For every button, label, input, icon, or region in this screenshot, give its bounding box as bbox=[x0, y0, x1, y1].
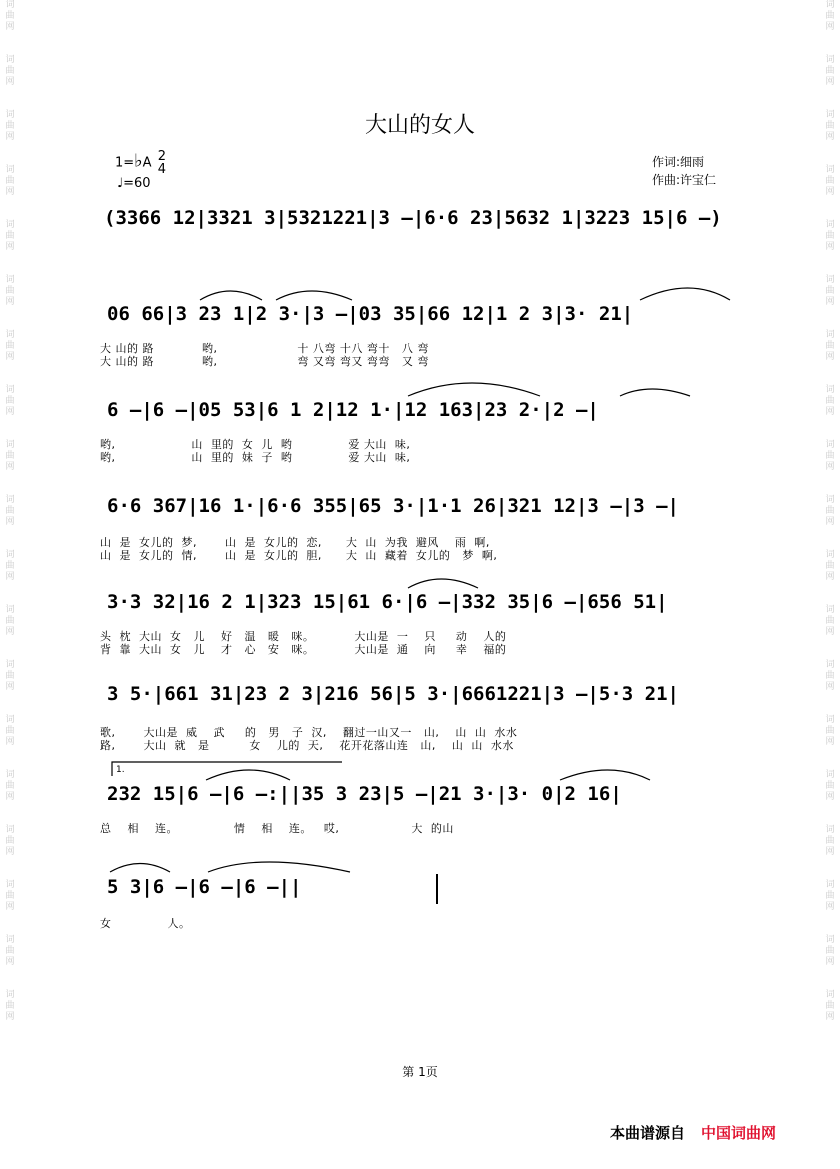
slur bbox=[276, 291, 352, 300]
lyrics-row-7: 总 相 连。 情 相 连。 哎, 大 的山 bbox=[100, 822, 454, 835]
slur bbox=[640, 288, 730, 300]
lyrics-row-2-verse-2: 大 山的 路 哟, 弯 又弯 弯又 弯弯 又 弯 bbox=[100, 355, 429, 368]
staff-row-7: 232 15|6 –|6 –:||35 3 23|5 –|21 3·|3· 0|2 16| bbox=[107, 783, 622, 805]
watermark-right: 词 曲 网 词 曲 网 词 曲 网 词 曲 网 词 曲 网 词 曲 网 词 曲 网 词 曲 网 词 曲 网 词 曲 网 词 曲 网 词 曲 网 词 曲 网 词 曲 网 词 曲 网 词 曲 网 词 曲 网 词 曲 网 词 曲 网 bbox=[825, 0, 835, 1022]
composer: 作曲:许宝仁 bbox=[652, 173, 717, 187]
staff-row-4: 6·6 367|16 1·|6·6 355|65 3·|1·1 26|321 12|3 –|3 –| bbox=[107, 495, 679, 517]
slur bbox=[620, 389, 690, 396]
lyrics-row-3-verse-1: 哟, 山 里的 女 儿 哟 爱 大山 味, bbox=[100, 438, 411, 451]
staff-row-2: 06 66|3 23 1|2 3·|3 –|03 35|66 12|1 2 3|3· 21| bbox=[107, 303, 634, 325]
staff-row-3: 6 –|6 –|05 53|6 1 2|12 1·|12 163|23 2·|2 –| bbox=[107, 399, 599, 421]
staff-row-5: 3·3 32|16 2 1|323 15|61 6·|6 –|332 35|6 –|656 51| bbox=[107, 591, 668, 613]
final-barline bbox=[436, 874, 438, 904]
volta-label: 1. bbox=[116, 765, 125, 775]
slur bbox=[200, 291, 262, 300]
lyrics-row-3-verse-2: 哟, 山 里的 妹 子 哟 爱 大山 味, bbox=[100, 451, 411, 464]
lyrics-row-4-verse-1: 山 是 女儿的 梦, 山 是 女儿的 恋, 大 山 为我 避风 雨 啊, bbox=[100, 536, 490, 549]
staff-row-6: 3 5·|661 31|23 2 3|216 56|5 3·|6661221|3 –|5·3 21| bbox=[107, 683, 679, 705]
lyrics-row-8: 女 人。 bbox=[100, 917, 191, 930]
slur bbox=[208, 862, 350, 872]
slur bbox=[560, 770, 650, 780]
lyrics-row-6-verse-2: 路, 大山 就 是 女 儿的 天, 花开花落山连 山, 山 山 水水 bbox=[100, 739, 514, 752]
source-brand-link[interactable]: 中国词曲网 bbox=[701, 1124, 777, 1142]
lyrics-row-5-verse-2: 背 靠 大山 女 儿 才 心 安 咪。 大山是 通 向 幸 福的 bbox=[100, 643, 507, 656]
watermark-left: 词 曲 网 词 曲 网 词 曲 网 词 曲 网 词 曲 网 词 曲 网 词 曲 网 词 曲 网 词 曲 网 词 曲 网 词 曲 网 词 曲 网 词 曲 网 词 曲 网 词 曲 网 词 曲 网 词 曲 网 词 曲 网 词 曲 网 bbox=[5, 0, 15, 1022]
key-signature: 1=♭A 2 4 ♩=60 bbox=[115, 149, 166, 191]
tempo-mark: ♩=60 bbox=[117, 176, 151, 191]
lyrics-row-6-verse-1: 歌, 大山是 威 武 的 男 子 汉, 翻过一山又一 山, 山 山 水水 bbox=[100, 726, 518, 739]
staff-row-1: (3366 12|3321 3|5321221|3 –|6·6 23|5632 1|3223 15|6 –) bbox=[104, 207, 722, 229]
staff-row-8: 5 3|6 –|6 –|6 –|| bbox=[107, 876, 302, 898]
slur bbox=[206, 770, 290, 780]
lyrics-row-2-verse-1: 大 山的 路 哟, 十 八弯 十八 弯十 八 弯 bbox=[100, 342, 429, 355]
source-credit: 本曲谱源自 中国词曲网 bbox=[610, 1124, 777, 1142]
slur bbox=[408, 383, 540, 396]
song-title: 大山的女人 bbox=[364, 113, 475, 138]
lyrics-row-5-verse-1: 头 枕 大山 女 儿 好 温 暖 咪。 大山是 一 只 动 人的 bbox=[100, 630, 507, 643]
slur bbox=[110, 864, 170, 873]
lyricist: 作词:细雨 bbox=[652, 155, 705, 169]
lyrics-row-4-verse-2: 山 是 女儿的 情, 山 是 女儿的 胆, 大 山 藏着 女儿的 梦 啊, bbox=[100, 549, 498, 562]
volta-bracket bbox=[112, 762, 342, 776]
page-number: 第 1页 bbox=[402, 1065, 438, 1079]
slur bbox=[408, 579, 478, 588]
